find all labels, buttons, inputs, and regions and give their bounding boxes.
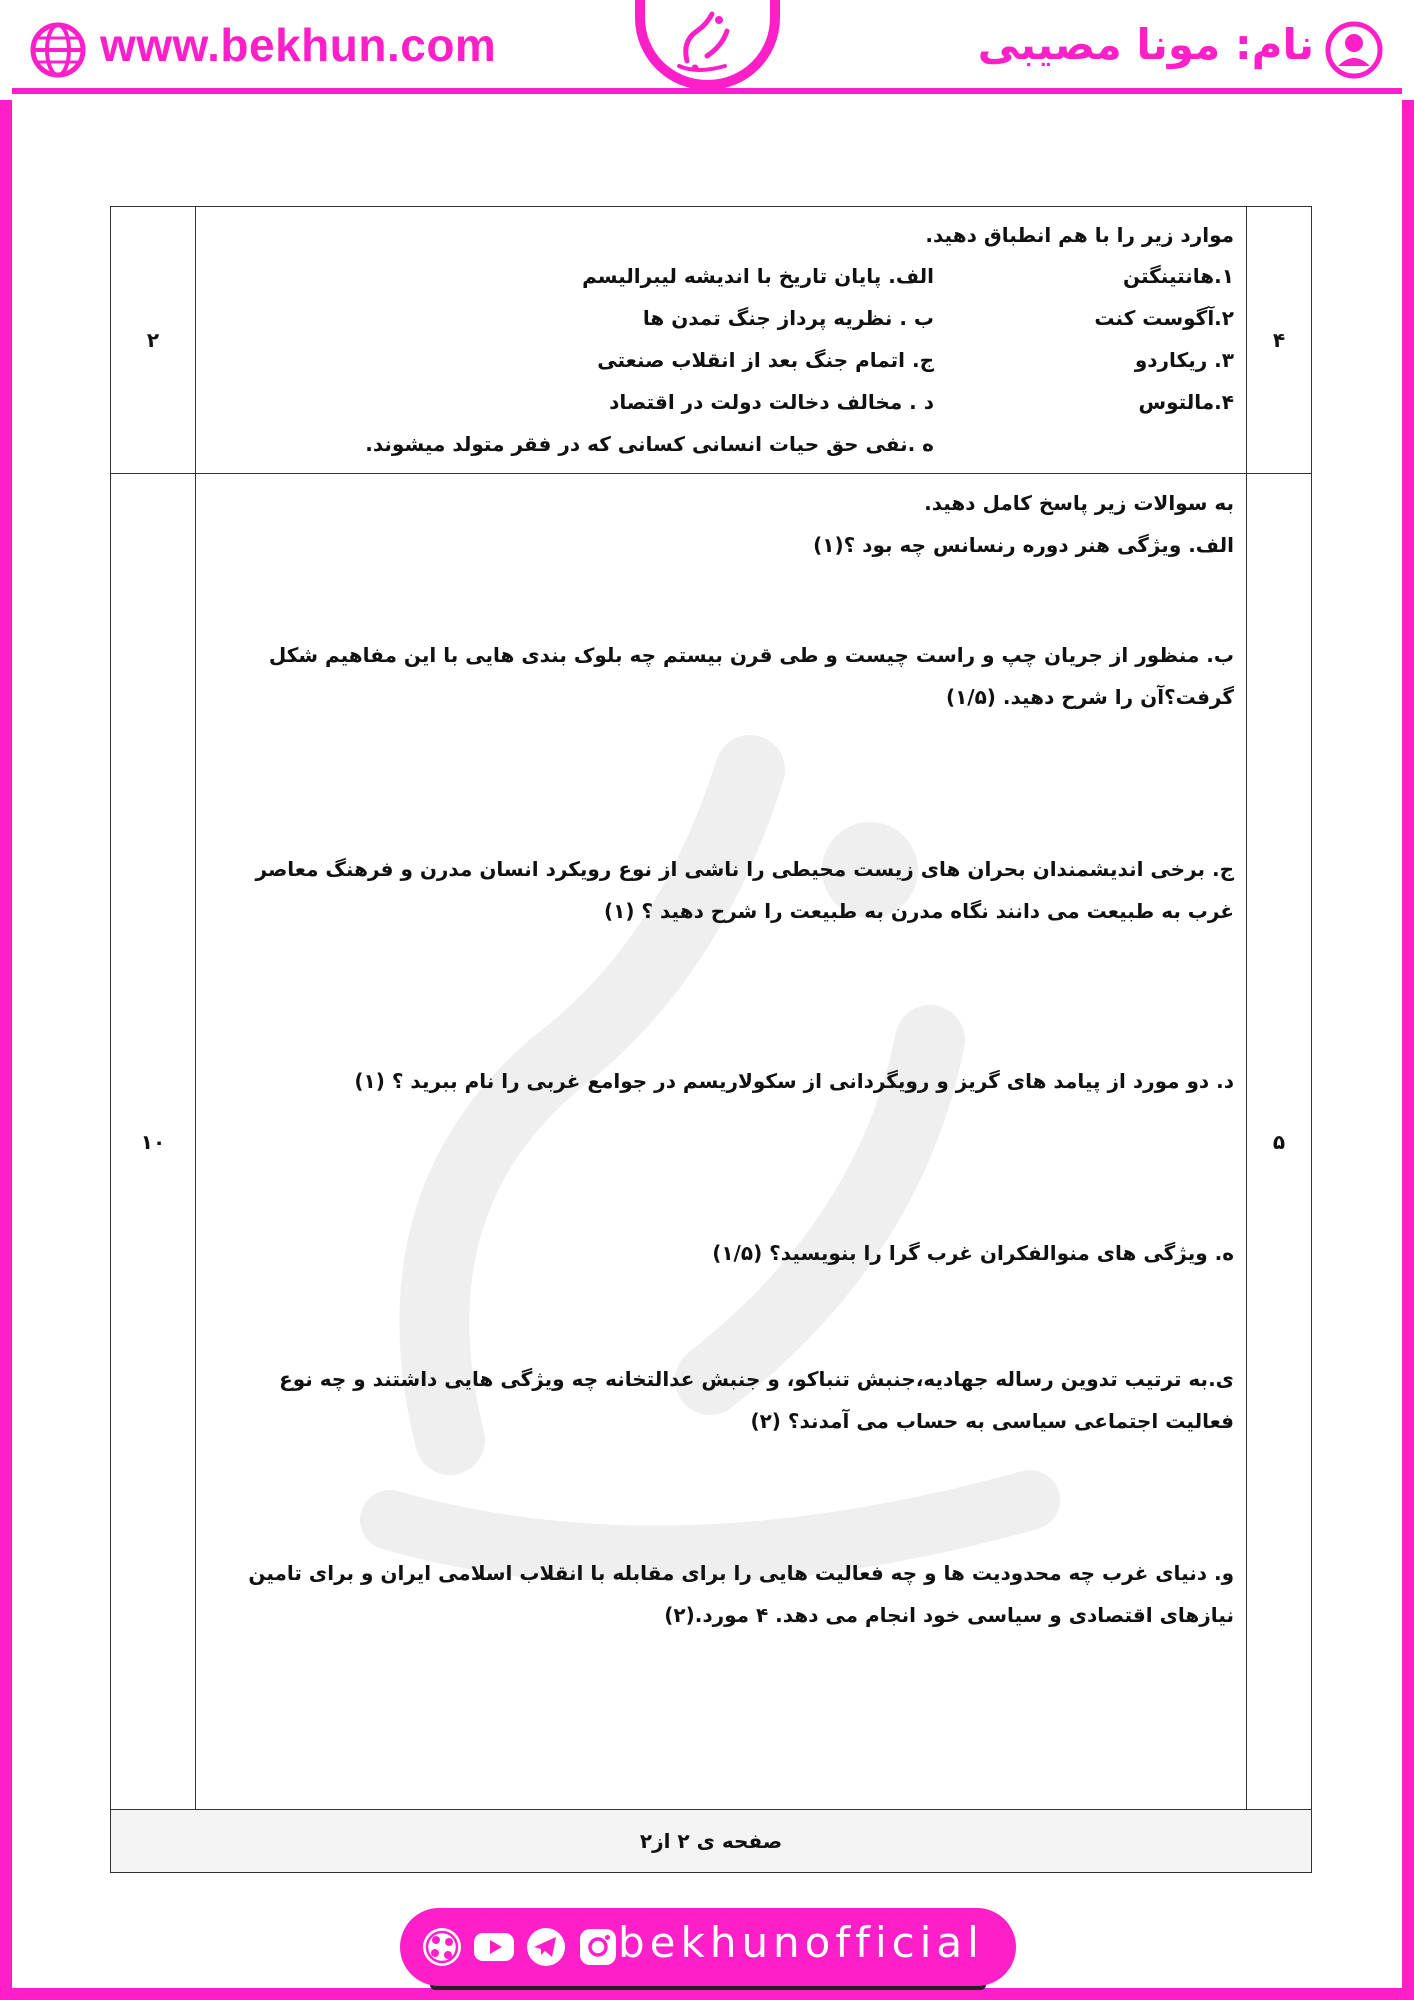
social-bar[interactable] (400, 1908, 1016, 1986)
question-score: ۱۰ (111, 474, 196, 1810)
telegram-icon[interactable] (524, 1925, 568, 1969)
social-handle[interactable]: bekhunofficial (618, 1918, 984, 1967)
sub-question: ی.به ترتیب تدوین رساله جهادیه،جنبش تنباکو، و جنبش عدالتخانه چه ویژگی هایی داشتند و چه نوع فعالیت اجتماعی سیاسی به حساب می آمدند؟ (۲) (279, 1367, 1234, 1433)
matching-grid (212, 255, 1234, 465)
youtube-icon[interactable] (472, 1925, 516, 1969)
site-url[interactable]: www.bekhun.com (100, 19, 497, 71)
student-name: نام: مونا مصیبی (977, 20, 1314, 69)
question-number: ۴ (1247, 207, 1312, 474)
matching-right-item: الف. پایان تاریخ با اندیشه لیبرالیسم (582, 264, 934, 288)
aparat-icon[interactable] (420, 1925, 464, 1969)
question-body (196, 474, 1247, 1810)
sub-question: ب. منظور از جریان چپ و راست چیست و طی قرن بیستم چه بلوک بندی هایی با این مفاهیم شکل گرفت؟آن را شرح دهید. (۱/۵) (268, 643, 1234, 709)
sub-question: الف. ویژگی هنر دوره رنسانس چه بود ؟(۱) (813, 533, 1234, 557)
question-instruction: به سوالات زیر پاسخ کامل دهید. (924, 491, 1234, 515)
sub-question: د. دو مورد از پیامد های گریز و رویگردانی از سکولاریسم در جوامع غربی را نام ببرید ؟ (۱) (354, 1069, 1234, 1093)
matching-left-item: ۴.مالتوس (1138, 390, 1234, 414)
matching-right-column (212, 255, 934, 465)
user-avatar-icon (1324, 20, 1384, 80)
question-instruction: موارد زیر را با هم انطباق دهید. (925, 223, 1234, 247)
question-body (196, 207, 1247, 474)
exam-table (110, 206, 1312, 1873)
matching-right-item: ه .نفی حق حیات انسانی کسانی که در فقر متولد میشوند. (365, 432, 934, 456)
matching-right-item: ب . نظریه پرداز جنگ تمدن ها (642, 306, 934, 330)
matching-left-item: ۲.آگوست کنت (1094, 306, 1234, 330)
bekhun-logo-icon (667, 6, 747, 76)
page-number: صفحه ی ۲ از۲ (111, 1810, 1312, 1873)
sub-question: ه. ویژگی های منوالفکران غرب گرا را بنویسید؟ (۱/۵) (712, 1241, 1234, 1265)
question-row (111, 207, 1312, 474)
question-score: ۲ (111, 207, 196, 474)
matching-left-item: ۳. ریکاردو (1134, 348, 1234, 372)
page-footer-row (111, 1810, 1312, 1873)
matching-right-item: د . مخالف دخالت دولت در اقتصاد (609, 390, 934, 414)
matching-left-column (934, 255, 1234, 465)
logo-tab (635, 0, 780, 90)
matching-right-item: ج. اتمام جنگ بعد از انقلاب صنعتی (597, 348, 934, 372)
question-row (111, 474, 1312, 1810)
sub-question: ج. برخی اندیشمندان بحران های زیست محیطی را ناشی از نوع رویکرد انسان مدرن و فرهنگ معاصر غرب به طبیعت می دانند نگاه مدرن به طبیعت را شرح دهید ؟ (۱) (255, 857, 1234, 923)
page-header (0, 0, 1414, 100)
instagram-icon[interactable] (576, 1925, 620, 1969)
social-icons (420, 1925, 620, 1969)
globe-icon (28, 20, 88, 80)
question-number: ۵ (1247, 474, 1312, 1810)
sub-question: و. دنیای غرب چه محدودیت ها و چه فعالیت هایی را برای مقابله با انقلاب اسلامی ایران و برای تامین نیازهای اقتصادی و سیاسی خود انجام می دهد. ۴ مورد.(۲) (248, 1561, 1234, 1627)
header-divider (12, 88, 1402, 94)
matching-left-item: ۱.هانتینگتن (1123, 264, 1234, 288)
